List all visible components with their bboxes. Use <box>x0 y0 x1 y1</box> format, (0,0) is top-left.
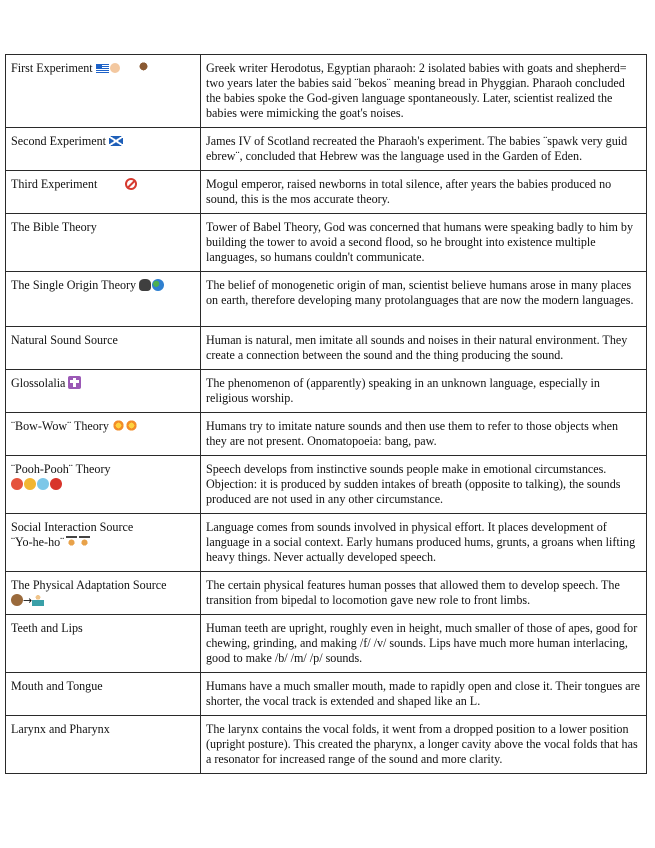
topic-cell <box>6 572 201 615</box>
topic-cell <box>6 214 201 272</box>
emotion-icons <box>11 477 195 492</box>
description-cell: The phenomenon of (apparently) speaking in an unknown language, especially in religious worship. <box>201 370 647 413</box>
weight-lifter-icon <box>66 536 77 548</box>
table-row <box>6 171 647 214</box>
table-row <box>6 716 647 774</box>
notes-table <box>5 54 647 774</box>
topic-cell <box>6 615 201 673</box>
gorilla-icon <box>139 279 151 291</box>
table-row <box>6 413 647 456</box>
description-cell: Human is natural, men imitate all sounds and noises in their natural environment. They create a connection between the sound and the thing producing the sound. <box>201 327 647 370</box>
description-cell: Human teeth are upright, roughly even in height, much smaller of those of apes, good for chewing, grinding, and making /f/ /v/ sounds. Lips have much more human interlacing, good to make /b/ /m/ /p/ sounds. <box>201 615 647 673</box>
topic-cell <box>6 514 201 572</box>
topic-cell <box>6 128 201 171</box>
cursing-face-icon <box>50 478 62 490</box>
topic-label: Third Experiment <box>11 177 98 191</box>
topic-label: Glossolalia <box>11 376 66 390</box>
table-row <box>6 615 647 673</box>
globe-icon <box>152 279 164 291</box>
table-row <box>6 370 647 413</box>
table-row <box>6 327 647 370</box>
huffing-face-icon <box>24 478 36 490</box>
topic-label: The Bible Theory <box>11 220 97 234</box>
topic-label: The Physical Adaptation Source <box>11 578 167 592</box>
angry-face-icon <box>11 478 23 490</box>
baby-icon <box>110 63 120 73</box>
cold-face-icon <box>37 478 49 490</box>
table-row <box>6 673 647 716</box>
topic-cell <box>6 370 201 413</box>
topic-cell <box>6 413 201 456</box>
monkey-icon <box>11 594 23 606</box>
topic-label: Natural Sound Source <box>11 333 118 347</box>
topic-cell <box>6 55 201 128</box>
topic-label: ¨Pooh-Pooh¨ Theory <box>11 462 111 476</box>
collision-icon <box>125 419 138 432</box>
topic-label: Teeth and Lips <box>11 621 83 635</box>
topic-label: The Single Origin Theory <box>11 278 137 292</box>
goat-icon <box>138 62 149 73</box>
topic-label: Social Interaction Source <box>11 520 134 534</box>
topic-subtitle-line <box>11 535 195 550</box>
topic-label: Larynx and Pharynx <box>11 722 110 736</box>
description-cell: The belief of monogenetic origin of man, scientist believe humans arose in many places on earth, therefore developing many protolanguages that are now the modern languages. <box>201 272 647 327</box>
muted-speaker-icon <box>125 178 137 190</box>
table-row <box>6 572 647 615</box>
topic-cell <box>6 716 201 774</box>
topic-cell <box>6 272 201 327</box>
topic-subtitle: ¨Yo-he-ho¨ <box>11 535 65 549</box>
topic-cell <box>6 327 201 370</box>
topic-label: Second Experiment <box>11 134 107 148</box>
greek-flag-icon <box>96 64 109 73</box>
scotland-flag-icon <box>109 136 123 146</box>
table-row <box>6 214 647 272</box>
topic-label: Mouth and Tongue <box>11 679 103 693</box>
description-cell: The certain physical features human posses that allowed them to develop speech. The transition from bipedal to locomotion gave new role to front limbs. <box>201 572 647 615</box>
description-cell: James IV of Scotland recreated the Pharaoh's experiment. The babies ¨spawk very guid ebrew¨, concluded that Hebrew was the language used in the Garden of Eden. <box>201 128 647 171</box>
topic-cell <box>6 673 201 716</box>
topic-label: First Experiment <box>11 61 93 75</box>
evolution-icons <box>11 593 195 608</box>
description-cell: Mogul emperor, raised newborns in total silence, after years the babies produced no sound, this is the mos accurate theory. <box>201 171 647 214</box>
right-arrow-icon: → <box>23 594 33 607</box>
person-icon <box>32 594 44 606</box>
collision-icon <box>112 419 125 432</box>
table-row <box>6 456 647 514</box>
description-cell: Speech develops from instinctive sounds people make in emotional circumstances. Objection: it is produced by sudden intakes of breath (opposite to talking), the sounds produced are not used in any other circumstance. <box>201 456 647 514</box>
description-cell: Tower of Babel Theory, God was concerned that humans were speaking badly to him by building the tower to avoid a second flood, so he brought into existence multiple languages, so humans couldn't communicate. <box>201 214 647 272</box>
table-row <box>6 272 647 327</box>
topic-label: ¨Bow-Wow¨ Theory <box>11 419 109 433</box>
topic-cell <box>6 171 201 214</box>
description-cell: Humans try to imitate nature sounds and then use them to refer to those objects when they are not present. Onomatopoeia: bang, paw. <box>201 413 647 456</box>
table-row <box>6 128 647 171</box>
weight-lifter-icon <box>79 536 90 548</box>
topic-cell <box>6 456 201 514</box>
description-cell: The larynx contains the vocal folds, it went from a dropped position to a lower position (upright posture). This created the pharynx, a longer cavity above the vocal folds that has a resonator for increased range of the sound and more clarity. <box>201 716 647 774</box>
description-cell: Language comes from sounds involved in physical effort. It places development of language in a social context. Early humans produced hums, grunts, a groans when lifting heavy things. Never actually developed speech. <box>201 514 647 572</box>
description-cell: Greek writer Herodotus, Egyptian pharaoh: 2 isolated babies with goats and shepherd= two years later the babies said ¨bekos¨ meaning bread in Phyggian. Pharaoh concluded the babies spoke the God-given language spontaneously. Later, scientist realized the babies were mimicking the goat's noises. <box>201 55 647 128</box>
latin-cross-icon <box>68 376 81 389</box>
table-row <box>6 514 647 572</box>
description-cell: Humans have a much smaller mouth, made to rapidly open and close it. Their tongues are shorter, the vocal track is extended and shaped like an L. <box>201 673 647 716</box>
table-row <box>6 55 647 128</box>
